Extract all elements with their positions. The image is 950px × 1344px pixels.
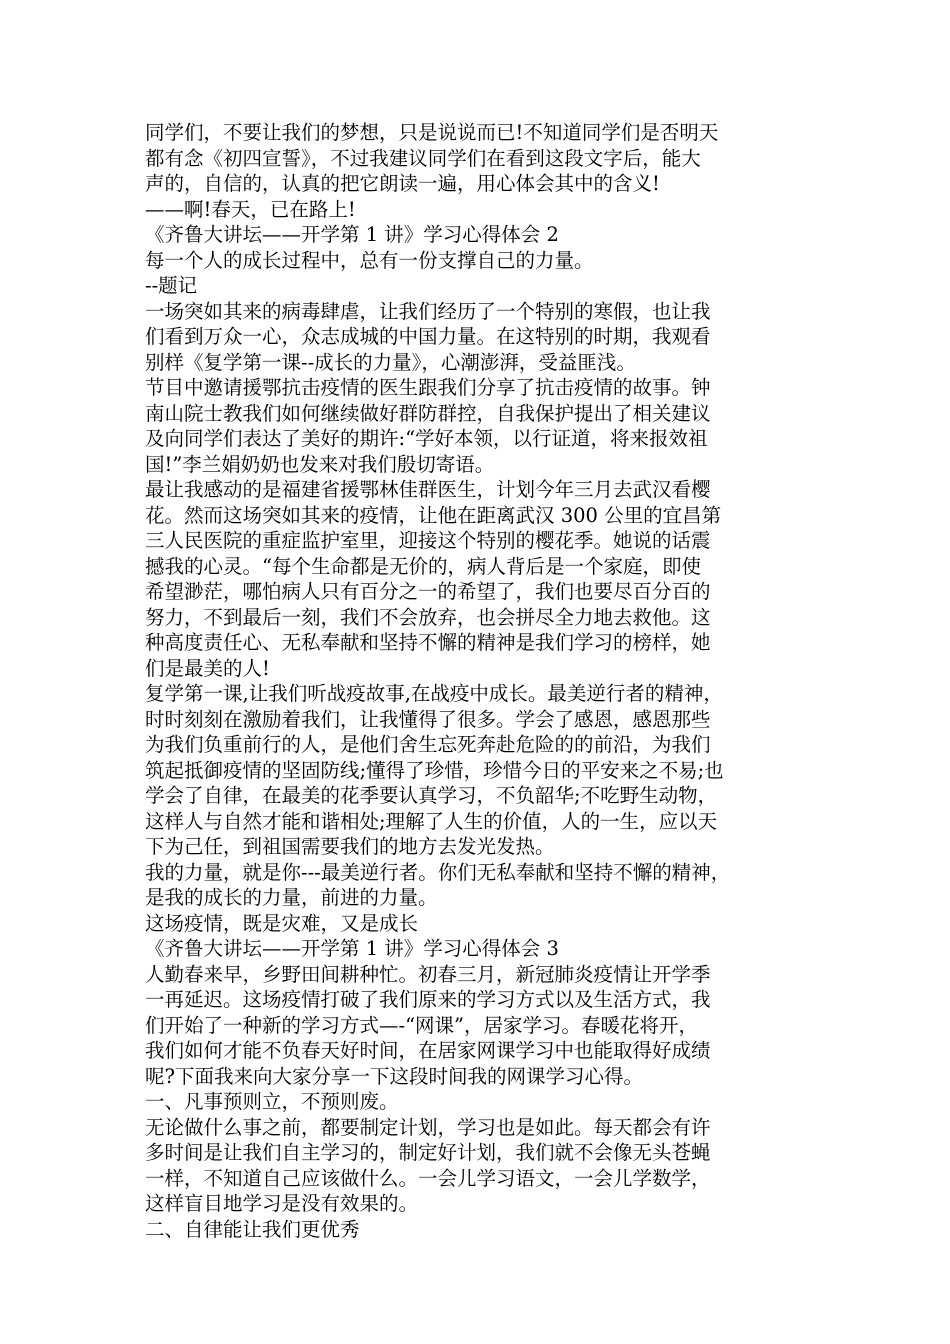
- paragraph: [145, 1115, 815, 1217]
- text-line: 声的，自信的，认真的把它朗读一遍，用心体会其中的含义!: [145, 172, 660, 195]
- paragraph: [145, 299, 815, 376]
- text-line: 们是最美的人!: [145, 656, 270, 680]
- paragraph: [145, 477, 815, 681]
- paragraph: [145, 375, 815, 477]
- text-line: 无论做什么事之前，都要制定计划，学习也是如此。每天都会有许: [145, 1115, 711, 1139]
- text-line: 每一个人的成长过程中，总有一份支撑自己的力量。: [145, 248, 594, 272]
- text-line: 二、自律能让我们更优秀: [145, 1217, 360, 1241]
- document-page: [145, 120, 815, 1242]
- text-line: 种高度责任心、无私奉献和坚持不懈的精神是我们学习的榜样，她: [145, 631, 711, 654]
- text-line: ——啊!春天，已在路上!: [145, 197, 356, 221]
- text-line: 这场疫情，既是灾难，又是成长: [145, 911, 419, 935]
- paragraph: [145, 120, 815, 197]
- text-line: 最让我感动的是福建省援鄂林佳群医生，计划今年三月去武汉看樱: [145, 478, 711, 501]
- text-line: 筑起抵御疫情的坚固防线;懂得了珍惜，珍惜今日的平安来之不易;也: [145, 758, 724, 782]
- text-line: 花。然而这场突如其来的疫情，让他在距离武汉 300 公里的宜昌第: [145, 503, 722, 527]
- text-line: 撼我的心灵。“每个生命都是无价的，病人背后是一个家庭，即使: [145, 554, 701, 578]
- text-line: 希望渺茫，哪怕病人只有百分之一的希望了，我们也要尽百分百的: [145, 580, 711, 603]
- text-line: 努力，不到最后一刻，我们不会放弃，也会拼尽全力地去救他。这: [145, 605, 711, 629]
- text-line: 们开始了一种新的学习方式—-“网课”，居家学习。春暖花将开，: [145, 1013, 699, 1037]
- text-line: 我的力量，就是你---最美逆行者。你们无私奉献和坚持不懈的精神，: [145, 860, 731, 884]
- text-line: 我们如何才能不负春天好时间，在居家网课学习中也能取得好成绩: [145, 1039, 711, 1062]
- text-line: 复学第一课,让我们听战疫故事,在战疫中成长。最美逆行者的精神，: [145, 682, 723, 705]
- paragraph: [145, 860, 815, 911]
- text-line: 为我们负重前行的人，是他们舍生忘死奔赴危险的的前沿，为我们: [145, 733, 711, 756]
- text-line: 下为己任，到祖国需要我们的地方去发光发热。: [145, 835, 555, 858]
- text-line: 《齐鲁大讲坛——开学第 1 讲》学习心得体会 3: [145, 937, 559, 960]
- text-line: 学会了自律，在最美的花季要认真学习，不负韶华;不吃野生动物，: [145, 784, 718, 807]
- text-line: 多时间是让我们自主学习的，制定好计划，我们就不会像无头苍蝇: [145, 1141, 711, 1164]
- paragraph: [145, 962, 815, 1090]
- text-line: 国!”李兰娟奶奶也发来对我们殷切寄语。: [145, 452, 495, 476]
- text-line: 节目中邀请援鄂抗击疫情的医生跟我们分享了抗击疫情的故事。钟: [145, 376, 711, 399]
- text-line: 一样，不知道自己应该做什么。一会儿学习语文，一会儿学数学，: [145, 1166, 711, 1190]
- paragraph: [145, 1089, 815, 1115]
- text-line: --题记: [145, 274, 198, 297]
- text-line: 一场突如其来的病毒肆虐，让我们经历了一个特别的寒假，也让我: [145, 299, 711, 323]
- text-line: 一、凡事预则立，不预则废。: [145, 1090, 399, 1113]
- text-line: 时时刻刻在激励着我们，让我懂得了很多。学会了感恩，感恩那些: [145, 707, 711, 731]
- paragraph: [145, 197, 815, 223]
- paragraph: [145, 911, 815, 937]
- text-line: 们看到万众一心，众志成城的中国力量。在这特别的时期，我观看: [145, 325, 711, 348]
- text-line: 一再延迟。这场疫情打破了我们原来的学习方式以及生活方式，我: [145, 988, 711, 1011]
- text-line: 人勤春来早，乡野田间耕种忙。初春三月，新冠肺炎疫情让开学季: [145, 962, 711, 986]
- section-heading: [145, 222, 815, 248]
- text-line: 同学们，不要让我们的梦想，只是说说而已!不知道同学们是否明天: [145, 121, 719, 144]
- paragraph: [145, 1217, 815, 1243]
- text-line: 别样《复学第一课--成长的力量》，心潮澎湃，受益匪浅。: [145, 350, 636, 374]
- text-line: 三人民医院的重症监护室里，迎接这个特别的樱花季。她说的话震: [145, 529, 711, 552]
- text-line: 这样盲目地学习是没有效果的。: [145, 1192, 419, 1215]
- paragraph: [145, 681, 815, 860]
- text-line: 是我的成长的力量，前进的力量。: [145, 886, 438, 909]
- text-line: 呢?下面我来向大家分享一下这段时间我的网课学习心得。: [145, 1064, 643, 1088]
- paragraph: [145, 273, 815, 299]
- text-line: 及向同学们表达了美好的期许:“学好本领，以行证道，将来报效祖: [145, 427, 708, 450]
- text-line: 南山院士教我们如何继续做好群防群控，自我保护提出了相关建议: [145, 401, 711, 425]
- paragraph: [145, 248, 815, 274]
- section-heading: [145, 936, 815, 962]
- text-line: 这样人与自然才能和谐相处;理解了人生的价值，人的一生，应以天: [145, 809, 718, 833]
- text-line: 都有念《初四宣誓》，不过我建议同学们在看到这段文字后，能大: [145, 146, 701, 170]
- text-line: 《齐鲁大讲坛——开学第 1 讲》学习心得体会 2: [145, 223, 559, 246]
